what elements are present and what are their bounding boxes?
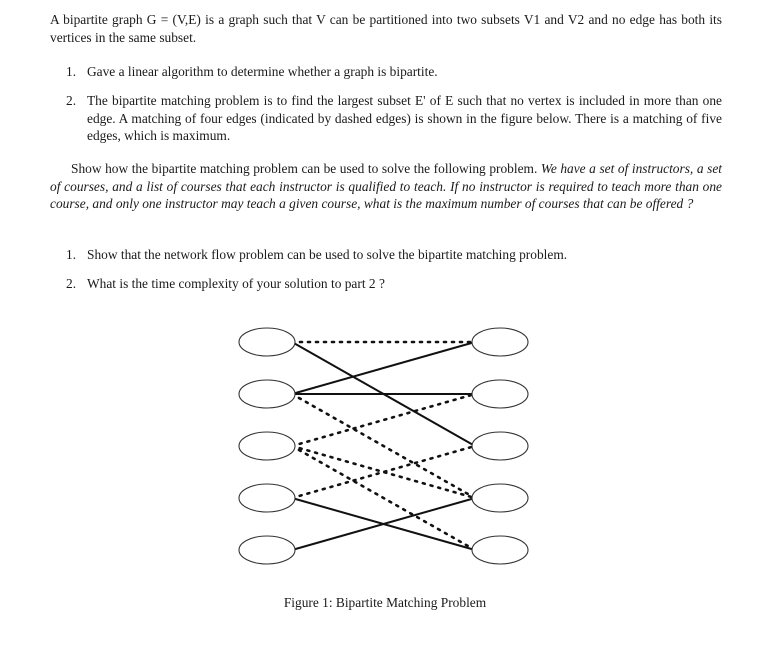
list-text: Gave a linear algorithm to determine whether a graph is bipartite. bbox=[87, 64, 438, 79]
right-vertex bbox=[472, 328, 528, 356]
list-text: The bipartite matching problem is to find the largest subset E' of E such that no vertex is included in more than one edge. A matching of four edges (indicated by dashed edges) is shown in the figure below. There is a matching of five edges, which is maximum. bbox=[87, 93, 722, 143]
right-vertex bbox=[472, 536, 528, 564]
list-number: 1. bbox=[66, 64, 77, 79]
right-vertex bbox=[472, 484, 528, 512]
question-lead: Show how the bipartite matching problem can be used to solve the following problem. bbox=[71, 161, 538, 176]
question-paragraph bbox=[50, 160, 722, 213]
question-italic: We have a set of instructors, a set of courses, and a list of courses that each instructor is qualified to teach. If no instructor is required to teach more than one course, and only one instructor may teach a given course, what is the maximum number of courses that can be offered ? bbox=[50, 161, 722, 211]
list-number: 2. bbox=[66, 276, 77, 291]
left-vertex bbox=[239, 380, 295, 408]
dashed-edge bbox=[292, 394, 475, 446]
figure-caption: Figure 1: Bipartite Matching Problem bbox=[283, 595, 487, 610]
dashed-edge bbox=[292, 394, 475, 498]
left-vertex bbox=[239, 536, 295, 564]
right-vertex bbox=[472, 380, 528, 408]
left-vertex bbox=[239, 484, 295, 512]
list-text: Show that the network flow problem can be used to solve the bipartite matching problem. bbox=[87, 247, 568, 262]
list-number: 2. bbox=[66, 93, 77, 108]
list-text: What is the time complexity of your solution to part 2 ? bbox=[87, 276, 385, 291]
intro-paragraph: A bipartite graph G = (V,E) is a graph such that V can be partitioned into two subsets V1 and V2 and no edge has both its vertices in the same subset. bbox=[50, 12, 722, 45]
bipartite-graph-figure bbox=[230, 318, 540, 570]
right-vertex bbox=[472, 432, 528, 460]
dashed-edge bbox=[292, 446, 475, 550]
left-vertex bbox=[239, 432, 295, 460]
list-number: 1. bbox=[66, 247, 77, 262]
left-vertex bbox=[239, 328, 295, 356]
solid-edge bbox=[292, 342, 475, 394]
